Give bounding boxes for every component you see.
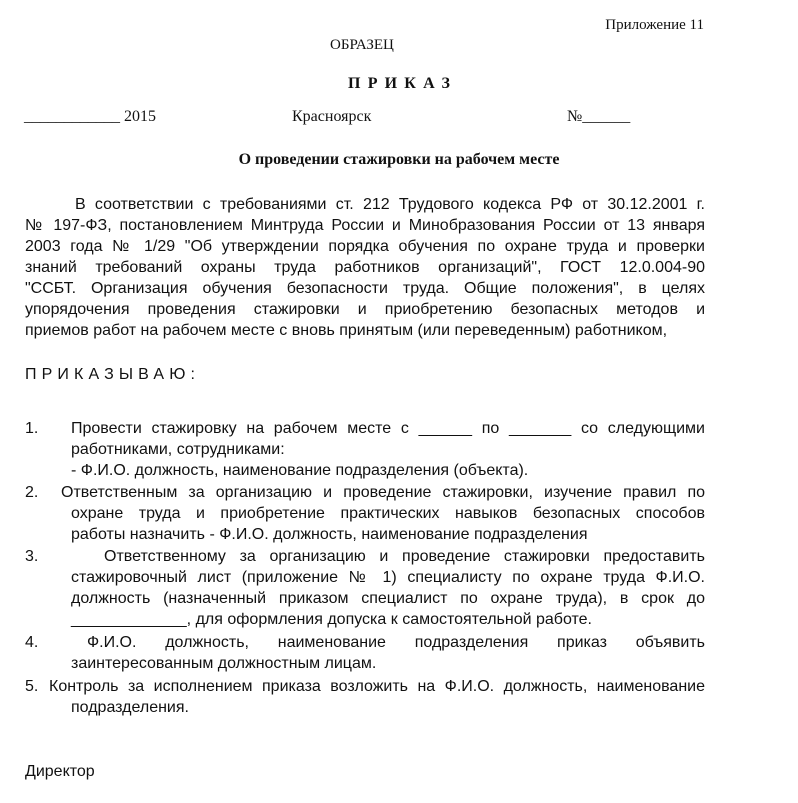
preamble-line: № 197-ФЗ, постановлением Минтруда России и Минобразования России от 13 января: [25, 217, 705, 234]
item-line: работы назначить - Ф.И.О. должность, наименование подразделения: [71, 526, 588, 543]
director-signature: Директор: [25, 763, 95, 780]
item-line: Контроль за исполнением приказа возложить на Ф.И.О. должность, наименование: [49, 678, 705, 695]
item-line: Ответственному за организацию и проведение стажировки предоставить: [104, 548, 705, 565]
item-line: - Ф.И.О. должность, наименование подразделения (объекта).: [71, 462, 529, 479]
order-number: №______: [567, 108, 631, 125]
preamble-paragraph: [25, 194, 705, 341]
item-line: Ответственным за организацию и проведение стажировки, изучение правил по: [61, 484, 705, 501]
appendix-label: Приложение 11: [605, 17, 704, 33]
preamble-line: приемов работ на рабочем месте с вновь принятым (или переведенным) работником,: [25, 322, 668, 339]
document-title: ПРИКАЗ: [348, 75, 458, 92]
preamble-line: В соответствии с требованиями ст. 212 Трудового кодекса РФ от 30.12.2001 г.: [75, 196, 705, 213]
sample-label: ОБРАЗЕЦ: [330, 37, 394, 53]
item-line: _____________, для оформления допуска к самостоятельной работе.: [71, 611, 592, 628]
item-number: 4.: [25, 634, 39, 651]
item-number: 5.: [25, 678, 39, 695]
order-city: Красноярск: [292, 108, 372, 125]
item-line: должность (назначенный приказом специалист по охране труда), в срок до: [71, 590, 705, 607]
order-subject: О проведении стажировки на рабочем месте: [238, 151, 560, 168]
item-line: Ф.И.О. должность, наименование подразделения приказ объявить: [87, 634, 705, 651]
item-line: Провести стажировку на рабочем месте с ______ по _______ со следующими: [71, 420, 705, 437]
order-word: ПРИКАЗЫВАЮ:: [25, 366, 201, 383]
item-line: заинтересованным должностным лицам.: [71, 655, 377, 672]
item-number: 1.: [25, 420, 39, 437]
item-number: 2.: [25, 484, 39, 501]
item-line: охране труда и приобретение практических навыков безопасных способов: [71, 505, 705, 522]
preamble-line: упорядочения проведения стажировки и приобретению безопасных методов и: [25, 301, 705, 318]
order-date: ____________ 2015: [24, 108, 156, 125]
preamble-line: 2003 года № 1/29 "Об утверждении порядка обучения по охране труда и проверки: [25, 238, 705, 255]
item-number: 3.: [25, 548, 39, 565]
item-line: подразделения.: [71, 699, 189, 716]
item-line: стажировочный лист (приложение № 1) специалисту по охране труда Ф.И.О.: [71, 569, 705, 586]
item-line: работниками, сотрудниками:: [71, 441, 285, 458]
preamble-line: "ССБТ. Организация обучения безопасности труда. Общие положения", в целях: [25, 280, 705, 297]
preamble-line: знаний требований охраны труда работников организаций", ГОСТ 12.0.004-90: [25, 259, 705, 276]
